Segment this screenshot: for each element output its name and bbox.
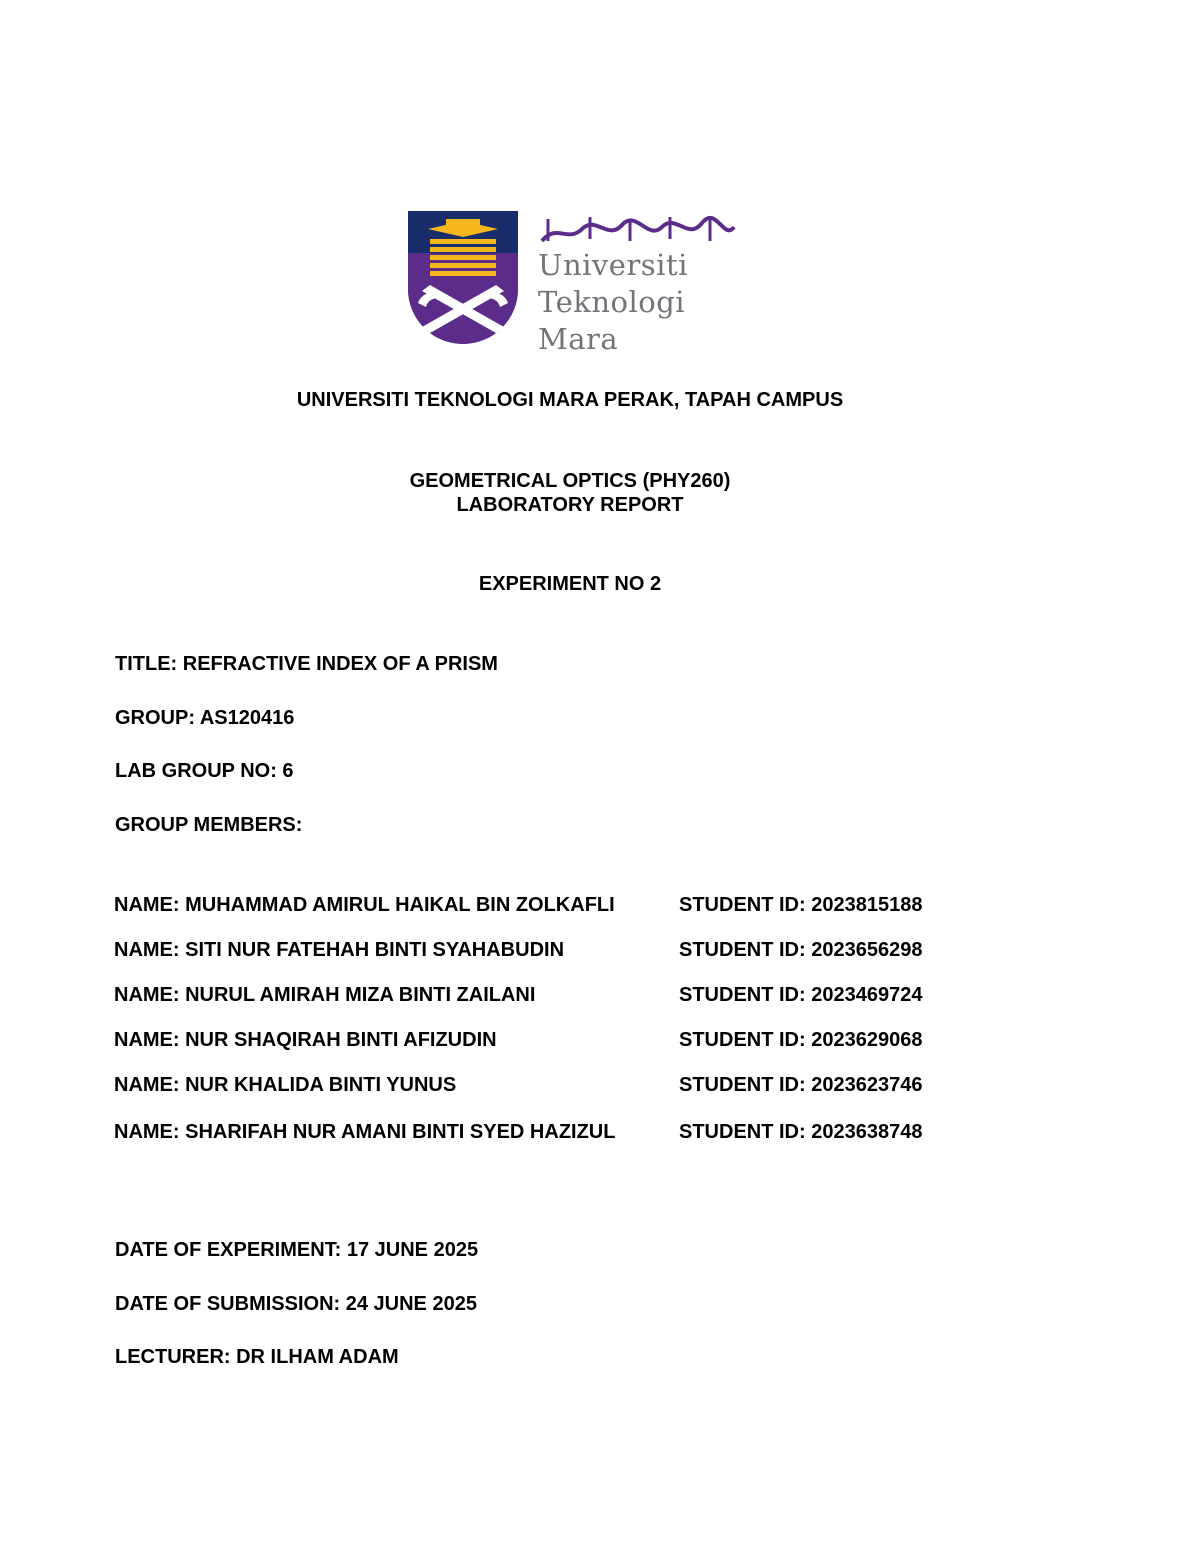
member-name: NAME: SHARIFAH NUR AMANI BINTI SYED HAZIZUL (114, 1121, 616, 1143)
report-title: TITLE: REFRACTIVE INDEX OF A PRISM (115, 653, 498, 675)
wordmark-line-1: Universiti (538, 248, 688, 282)
member-name: NAME: MUHAMMAD AMIRUL HAIKAL BIN ZOLKAFLI (114, 894, 615, 916)
member-student-id: STUDENT ID: 2023638748 (679, 1121, 923, 1143)
experiment-number: EXPERIMENT NO 2 (478, 573, 662, 595)
member-name: NAME: NUR KHALIDA BINTI YUNUS (114, 1074, 457, 1096)
course-title: GEOMETRICAL OPTICS (PHY260) (409, 470, 731, 492)
report-type: LABORATORY REPORT (456, 494, 684, 516)
member-student-id: STUDENT ID: 2023629068 (679, 1029, 923, 1051)
member-student-id: STUDENT ID: 2023623746 (679, 1074, 923, 1096)
uitm-crest-icon (408, 211, 518, 344)
wordmark-line-3: Mara (538, 322, 619, 356)
jawi-script-logo (538, 211, 738, 251)
member-student-id: STUDENT ID: 2023469724 (679, 984, 923, 1006)
group-members-heading: GROUP MEMBERS: (115, 814, 303, 836)
university-campus-title: UNIVERSITI TEKNOLOGI MARA PERAK, TAPAH CAMPUS (296, 389, 844, 411)
member-name: NAME: NURUL AMIRAH MIZA BINTI ZAILANI (114, 984, 536, 1006)
lab-group-number: LAB GROUP NO: 6 (115, 760, 294, 782)
date-of-experiment: DATE OF EXPERIMENT: 17 JUNE 2025 (115, 1239, 479, 1261)
university-wordmark (538, 247, 688, 358)
lecturer-name: LECTURER: DR ILHAM ADAM (115, 1346, 399, 1368)
member-name: NAME: SITI NUR FATEHAH BINTI SYAHABUDIN (114, 939, 565, 961)
group-code: GROUP: AS120416 (115, 707, 295, 729)
university-logo (408, 211, 738, 356)
wordmark-line-2: Teknologi (538, 285, 686, 319)
member-student-id: STUDENT ID: 2023815188 (679, 894, 923, 916)
date-of-submission: DATE OF SUBMISSION: 24 JUNE 2025 (115, 1293, 477, 1315)
member-student-id: STUDENT ID: 2023656298 (679, 939, 923, 961)
member-name: NAME: NUR SHAQIRAH BINTI AFIZUDIN (114, 1029, 497, 1051)
